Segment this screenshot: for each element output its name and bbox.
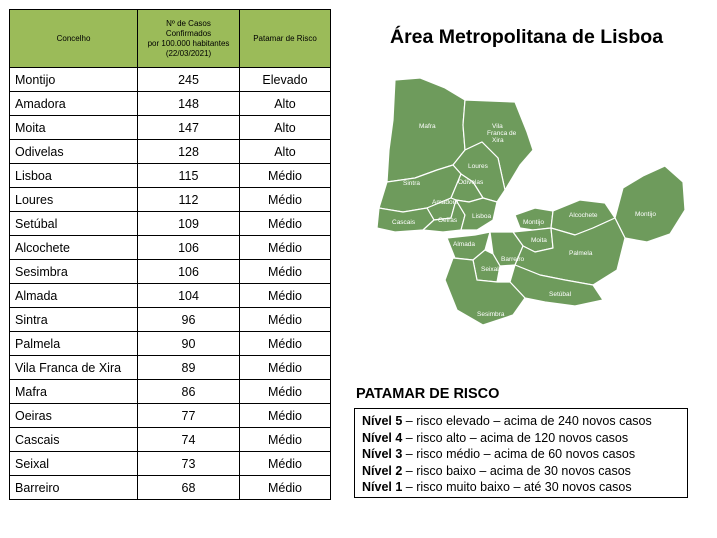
table-row bbox=[10, 428, 331, 452]
risk-level-line bbox=[362, 413, 687, 430]
cell-risco: Elevado bbox=[240, 68, 331, 92]
risk-level-desc: – risco alto – acima de 120 novos casos bbox=[402, 430, 629, 445]
table-row bbox=[10, 164, 331, 188]
table-row bbox=[10, 332, 331, 356]
risk-level-name: Nível 3 bbox=[362, 447, 403, 461]
cell-concelho: Loures bbox=[10, 188, 138, 212]
label-oeiras: Oeiras bbox=[438, 217, 458, 224]
cell-concelho: Lisboa bbox=[10, 164, 138, 188]
label-moita: Moita bbox=[531, 237, 547, 244]
table-row bbox=[10, 452, 331, 476]
label-almada: Almada bbox=[453, 241, 476, 248]
label-vfx-line: Franca de bbox=[487, 130, 517, 137]
label-sesimbra: Sesimbra bbox=[477, 311, 505, 318]
label-loures: Loures bbox=[468, 163, 488, 170]
cell-casos: 89 bbox=[138, 356, 240, 380]
cell-casos: 106 bbox=[138, 260, 240, 284]
cell-concelho: Odivelas bbox=[10, 140, 138, 164]
table-header-row bbox=[10, 10, 331, 68]
label-seixal: Seixal bbox=[481, 266, 499, 273]
header-casos-line: por 100.000 habitantes bbox=[147, 38, 230, 48]
cell-casos: 77 bbox=[138, 404, 240, 428]
risk-level-name: Nível 4 bbox=[362, 430, 403, 445]
map-title: Área Metropolitana de Lisboa bbox=[390, 26, 664, 48]
cell-risco: Médio bbox=[240, 356, 331, 380]
cell-concelho: Oeiras bbox=[10, 404, 138, 428]
cell-casos: 128 bbox=[138, 140, 240, 164]
cell-risco: Médio bbox=[240, 476, 331, 500]
cell-risco: Alto bbox=[240, 92, 331, 116]
header-casos bbox=[138, 10, 240, 68]
cell-concelho: Alcochete bbox=[10, 236, 138, 260]
table-body bbox=[10, 68, 331, 500]
label-montijo-west: Montijo bbox=[523, 219, 544, 226]
risk-level-line bbox=[362, 430, 687, 447]
cell-risco: Médio bbox=[240, 164, 331, 188]
header-casos-line: Nº de Casos bbox=[166, 18, 211, 28]
cell-risco: Médio bbox=[240, 236, 331, 260]
risk-title: PATAMAR DE RISCO bbox=[356, 386, 500, 402]
cell-concelho: Mafra bbox=[10, 380, 138, 404]
label-odivelas: Odivelas bbox=[458, 179, 484, 186]
cell-concelho: Sesimbra bbox=[10, 260, 138, 284]
cell-risco: Médio bbox=[240, 212, 331, 236]
cell-risco: Médio bbox=[240, 332, 331, 356]
cell-concelho: Sintra bbox=[10, 308, 138, 332]
label-palmela: Palmela bbox=[569, 250, 593, 257]
risk-level-desc: – risco baixo – acima de 30 novos casos bbox=[402, 463, 631, 478]
cell-casos: 86 bbox=[138, 380, 240, 404]
header-casos-line: Confirmados bbox=[165, 28, 212, 38]
cell-casos: 148 bbox=[138, 92, 240, 116]
cell-concelho: Vila Franca de Xira bbox=[10, 356, 138, 380]
risk-level-line bbox=[362, 446, 687, 463]
label-montijo-east: Montijo bbox=[635, 211, 656, 218]
label-sintra: Sintra bbox=[403, 180, 420, 187]
cell-concelho: Seixal bbox=[10, 452, 138, 476]
cell-casos: 68 bbox=[138, 476, 240, 500]
label-vfx-line: Vila bbox=[492, 123, 503, 130]
cell-casos: 104 bbox=[138, 284, 240, 308]
cell-risco: Médio bbox=[240, 284, 331, 308]
label-mafra: Mafra bbox=[419, 123, 436, 130]
cell-casos: 74 bbox=[138, 428, 240, 452]
table-row bbox=[10, 116, 331, 140]
cell-concelho: Almada bbox=[10, 284, 138, 308]
label-vfx-line: Xira bbox=[492, 137, 504, 144]
risk-level-line bbox=[362, 479, 687, 496]
table-row bbox=[10, 308, 331, 332]
cell-risco: Médio bbox=[240, 452, 331, 476]
risk-level-desc: – risco elevado – acima de 240 novos casos bbox=[402, 414, 652, 428]
cell-casos: 112 bbox=[138, 188, 240, 212]
table-row bbox=[10, 476, 331, 500]
cell-casos: 96 bbox=[138, 308, 240, 332]
label-amadora: Amadora bbox=[432, 199, 459, 206]
table-row bbox=[10, 212, 331, 236]
table-row bbox=[10, 284, 331, 308]
cell-casos: 106 bbox=[138, 236, 240, 260]
table-row bbox=[10, 380, 331, 404]
cell-casos: 245 bbox=[138, 68, 240, 92]
lisbon-metro-map bbox=[365, 70, 695, 335]
region-montijo-east bbox=[615, 166, 685, 242]
label-lisboa: Lisboa bbox=[472, 213, 492, 220]
risk-level-name: Nível 5 bbox=[362, 414, 403, 428]
cell-risco: Médio bbox=[240, 260, 331, 284]
cell-concelho: Barreiro bbox=[10, 476, 138, 500]
table-row bbox=[10, 140, 331, 164]
cell-risco: Alto bbox=[240, 140, 331, 164]
label-barreiro: Barreiro bbox=[501, 256, 525, 263]
header-casos-line: (22/03/2021) bbox=[165, 48, 212, 58]
cell-casos: 147 bbox=[138, 116, 240, 140]
cell-risco: Médio bbox=[240, 404, 331, 428]
cell-concelho: Setúbal bbox=[10, 212, 138, 236]
cell-casos: 109 bbox=[138, 212, 240, 236]
label-setubal: Setúbal bbox=[549, 291, 572, 298]
cell-risco: Médio bbox=[240, 428, 331, 452]
risk-level-name: Nível 2 bbox=[362, 463, 403, 478]
cell-concelho: Cascais bbox=[10, 428, 138, 452]
cell-risco: Alto bbox=[240, 116, 331, 140]
table-row bbox=[10, 236, 331, 260]
cell-concelho: Amadora bbox=[10, 92, 138, 116]
risk-level-desc: – risco médio – acima de 60 novos casos bbox=[402, 447, 636, 461]
risk-levels-box bbox=[354, 408, 688, 498]
header-risco: Patamar de Risco bbox=[240, 10, 331, 68]
table-row bbox=[10, 92, 331, 116]
cell-risco: Médio bbox=[240, 308, 331, 332]
label-alcochete: Alcochete bbox=[569, 212, 598, 219]
table-row bbox=[10, 68, 331, 92]
table-row bbox=[10, 404, 331, 428]
table-row bbox=[10, 260, 331, 284]
cell-casos: 115 bbox=[138, 164, 240, 188]
risk-level-line bbox=[362, 463, 687, 480]
cases-table bbox=[9, 9, 331, 500]
header-concelho: Concelho bbox=[10, 10, 138, 68]
cell-concelho: Montijo bbox=[10, 68, 138, 92]
risk-level-name: Nível 1 bbox=[362, 480, 403, 494]
table-row bbox=[10, 188, 331, 212]
label-cascais: Cascais bbox=[392, 219, 416, 226]
risk-level-desc: – risco muito baixo – até 30 novos casos bbox=[402, 480, 632, 494]
cell-risco: Médio bbox=[240, 188, 331, 212]
cell-casos: 73 bbox=[138, 452, 240, 476]
cell-risco: Médio bbox=[240, 380, 331, 404]
cell-concelho: Moita bbox=[10, 116, 138, 140]
cell-casos: 90 bbox=[138, 332, 240, 356]
cell-concelho: Palmela bbox=[10, 332, 138, 356]
table-row bbox=[10, 356, 331, 380]
